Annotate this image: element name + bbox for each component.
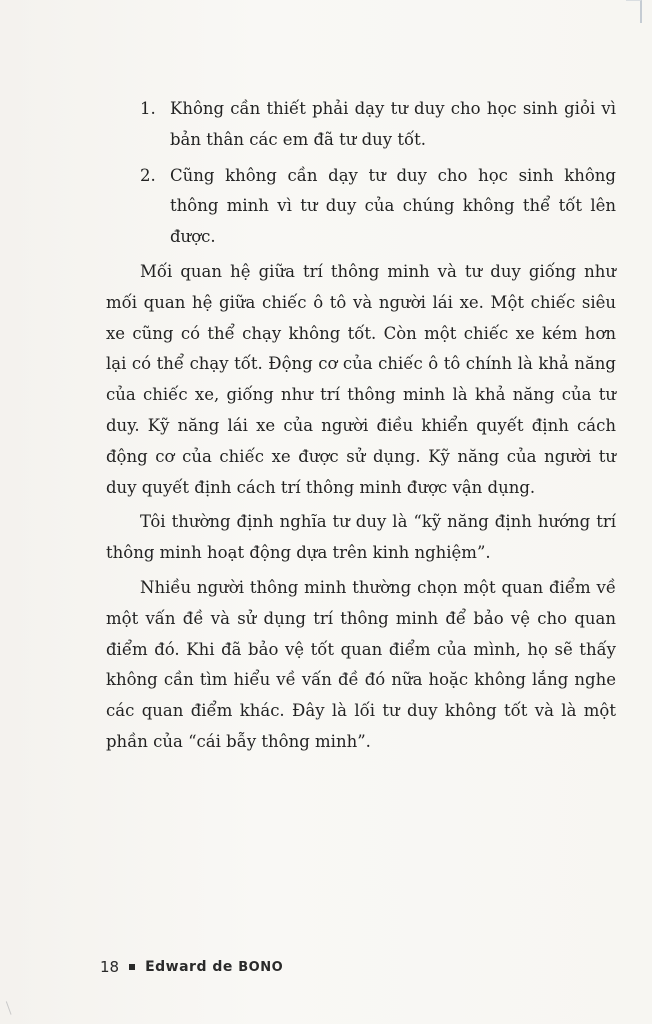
list-number: 2.	[140, 165, 156, 185]
list-item	[106, 94, 616, 156]
page-body	[106, 94, 616, 758]
page-number: 18	[100, 958, 120, 976]
author-surname: BONO	[238, 960, 284, 975]
author-name: Edward de	[145, 959, 239, 975]
paragraph-thinking-definition: Tôi thường định nghĩa tư duy là “kỹ năng định hướng trí thông minh hoạt động dựa trên kinh nghiệm”.	[106, 512, 616, 563]
list-text: Không cần thiết phải dạy tư duy cho học sinh giỏi vì bản thân các em đã tư duy tốt.	[170, 99, 616, 149]
paragraph-car-analogy: Mối quan hệ giữa trí thông minh và tư duy giống như mối quan hệ giữa chiếc ô tô và người lái xe. Một chiếc siêu xe cũng có thể chạy không tốt. Còn một chiếc xe kém hơn lại có thể chạy tốt. Động cơ của chiếc ô tô chính là khả năng của chiếc xe, giống như trí thông minh là khả năng của tư duy. Kỹ năng lái xe của người điều khiển quyết định cách động cơ của chiếc xe được sử dụng. Kỹ năng của người tư duy quyết định cách trí thông minh được vận dụng.	[106, 261, 616, 497]
list-item	[106, 161, 616, 253]
page-footer	[100, 957, 283, 977]
running-author	[145, 959, 283, 975]
page-corner-mark	[626, 0, 642, 23]
scan-mark	[6, 999, 17, 1015]
separator-bullet-icon	[129, 964, 135, 970]
list-text: Cũng không cần dạy tư duy cho học sinh không thông minh vì tư duy của chúng không thể tốt lên được.	[170, 165, 616, 247]
list-number: 1.	[140, 99, 156, 118]
paragraph-intelligence-trap: Nhiều người thông minh thường chọn một quan điểm về một vấn đề và sử dụng trí thông minh để bảo vệ cho quan điểm đó. Khi đã bảo vệ tốt quan điểm của mình, họ sẽ thấy không cần tìm hiểu về vấn đề đó nữa hoặc không lắng nghe các quan điểm khác. Đây là lối tư duy không tốt và là một phần của “cái bẫy thông minh”.	[106, 577, 616, 751]
